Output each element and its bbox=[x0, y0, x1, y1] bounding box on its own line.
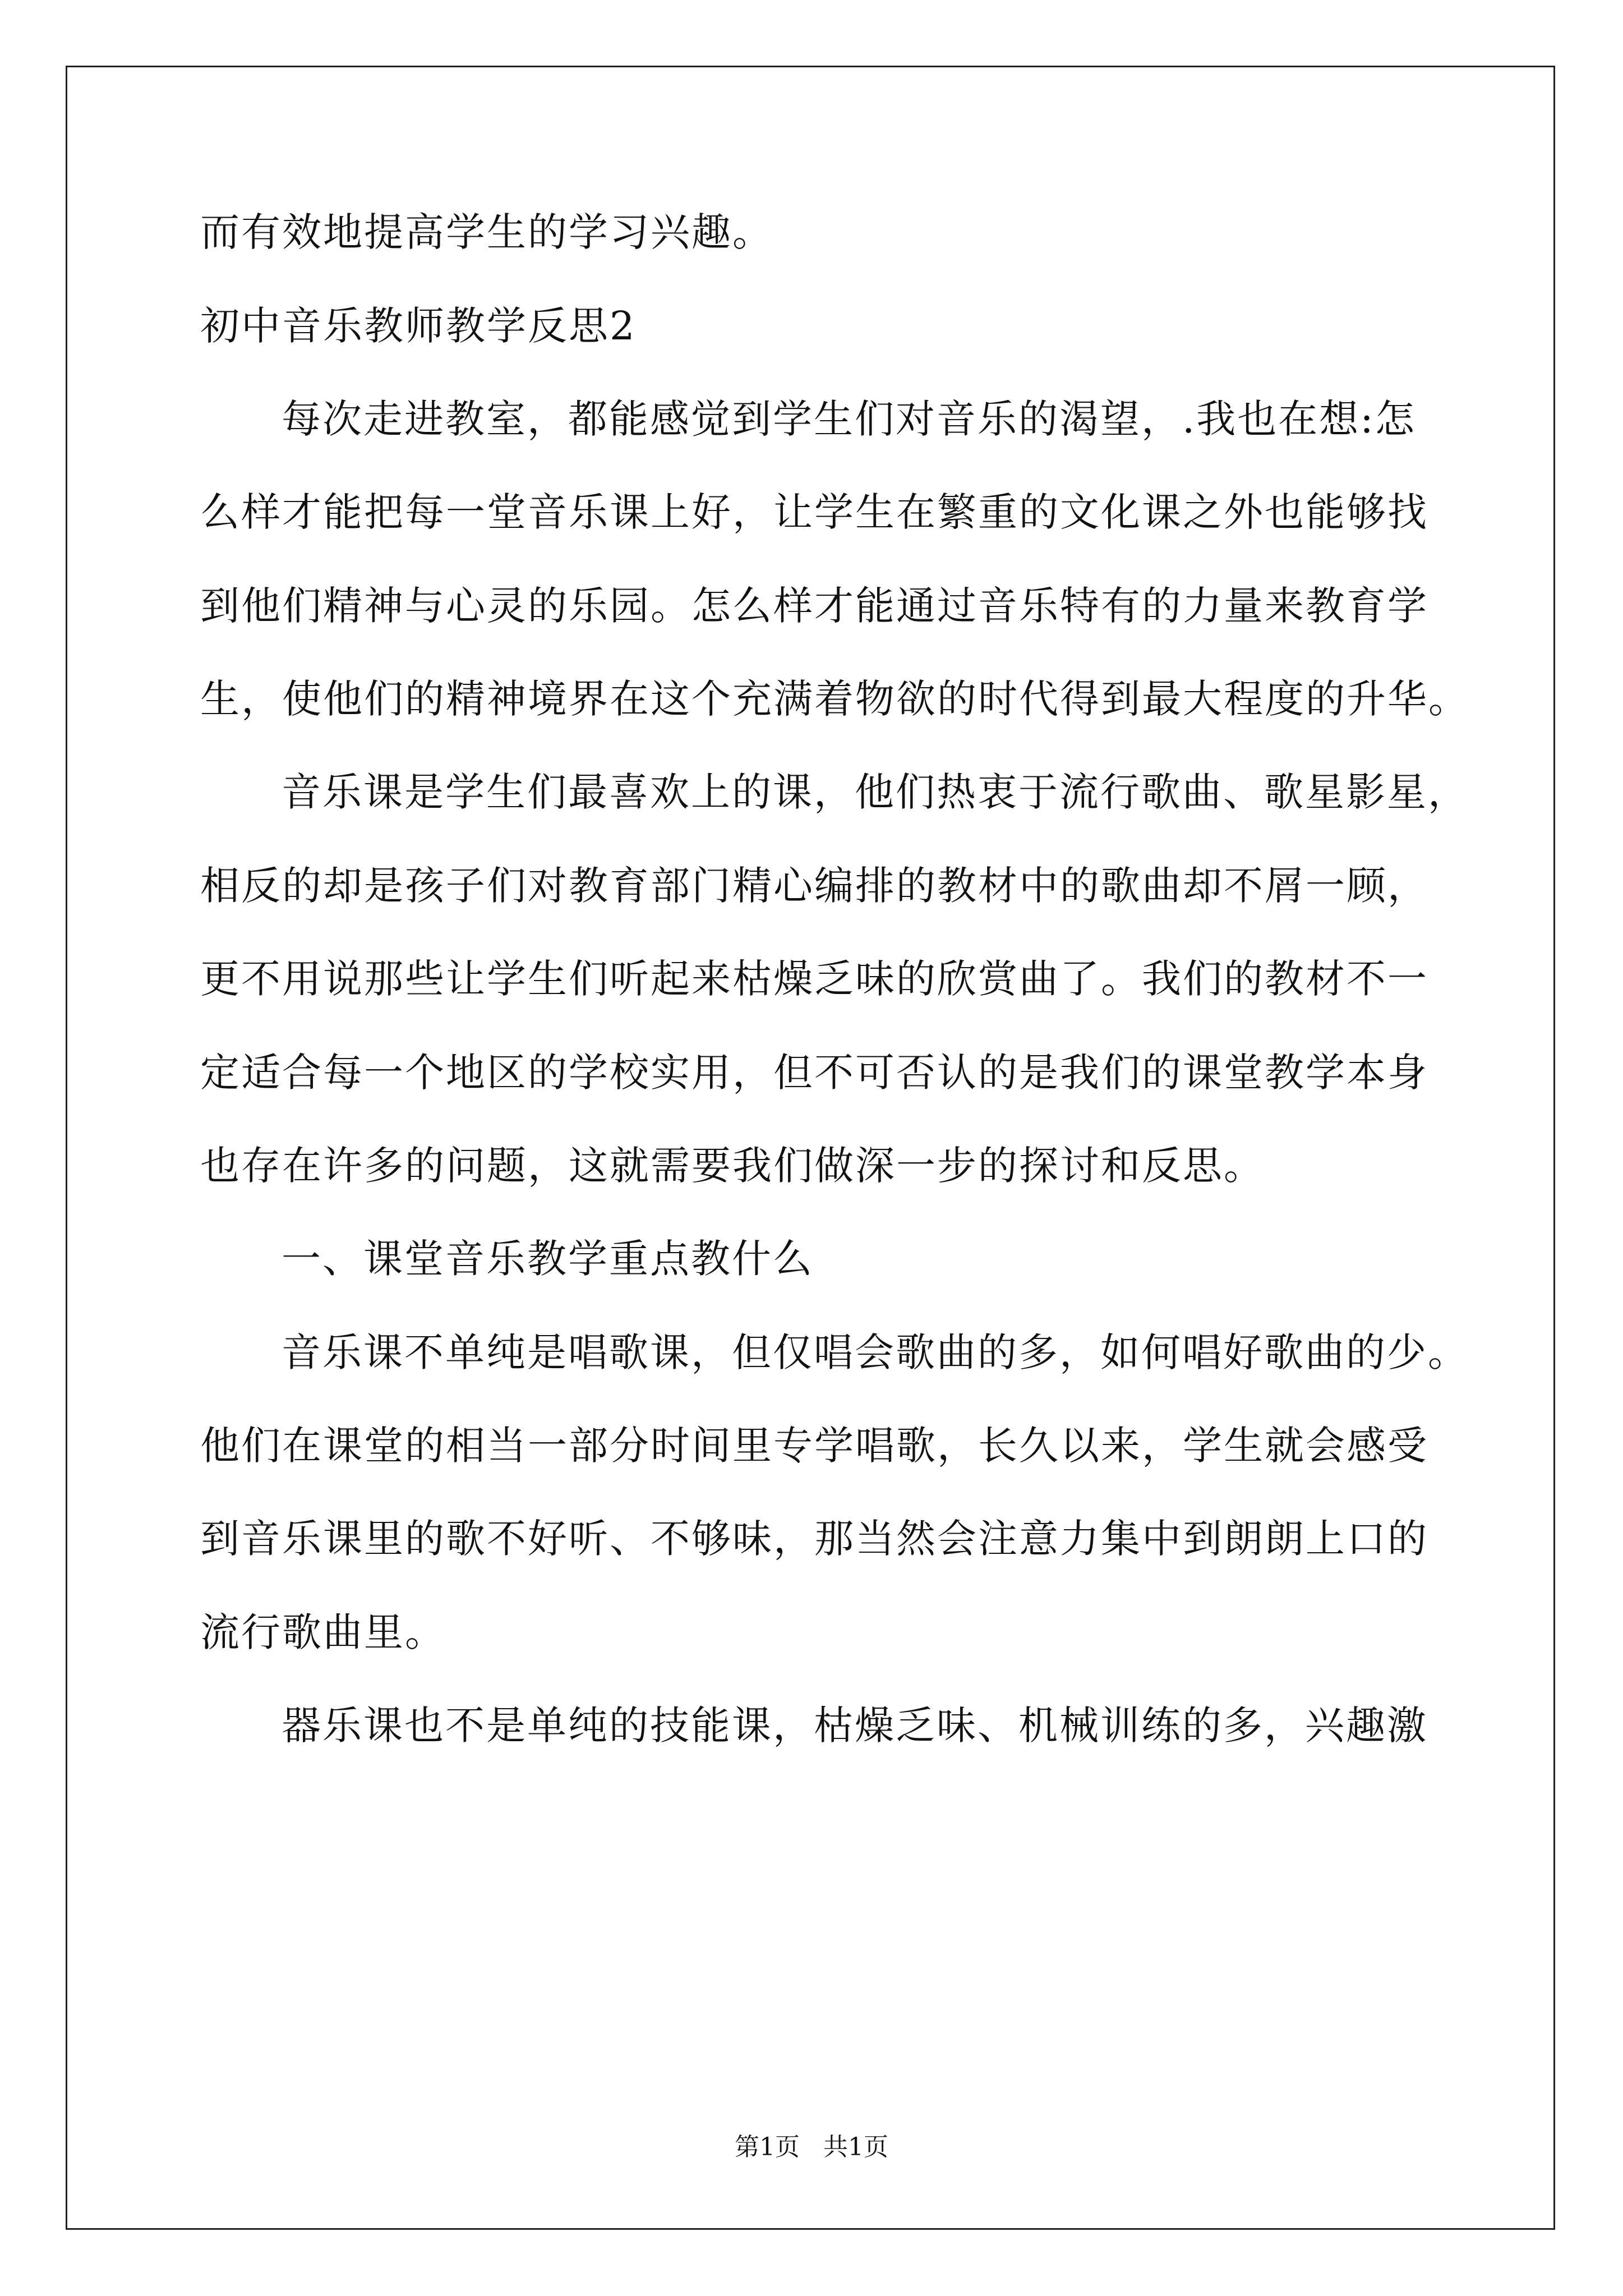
body-line-16: 流行歌曲里。 bbox=[200, 1609, 446, 1655]
body-line-1: 而有效地提高学生的学习兴趣。 bbox=[200, 209, 773, 255]
body-line-7: 音乐课是学生们最喜欢上的课，他们热衷于流行歌曲、歌星影星， bbox=[282, 769, 1469, 815]
body-line-4: 么样才能把每一堂音乐课上好，让学生在繁重的文化课之外也能够找 bbox=[200, 489, 1428, 535]
section-title: 初中音乐教师教学反思2 bbox=[200, 303, 637, 349]
page-footer: 第1页 共1页 bbox=[735, 2133, 888, 2161]
body-line-15: 到音乐课里的歌不好听、不够味，那当然会注意力集中到朗朗上口的 bbox=[200, 1516, 1428, 1562]
body-line-9: 更不用说那些让学生们听起来枯燥乏味的欣赏曲了。我们的教材不一 bbox=[200, 956, 1428, 1002]
subsection-heading: 一、课堂音乐教学重点教什么 bbox=[282, 1236, 814, 1282]
body-line-17: 器乐课也不是单纯的技能课，枯燥乏味、机械训练的多，兴趣激 bbox=[282, 1703, 1428, 1749]
body-line-3: 每次走进教室，都能感觉到学生们对音乐的渴望，.我也在想:怎 bbox=[282, 396, 1416, 442]
body-line-11: 也存在许多的问题，这就需要我们做深一步的探讨和反思。 bbox=[200, 1143, 1265, 1189]
body-line-8: 相反的却是孩子们对教育部门精心编排的教材中的歌曲却不屑一顾， bbox=[200, 863, 1428, 909]
body-line-13: 音乐课不单纯是唱歌课，但仅唱会歌曲的多，如何唱好歌曲的少。 bbox=[282, 1329, 1469, 1375]
body-line-14: 他们在课堂的相当一部分时间里专学唱歌，长久以来，学生就会感受 bbox=[200, 1423, 1428, 1469]
body-line-6: 生，使他们的精神境界在这个充满着物欲的时代得到最大程度的升华。 bbox=[200, 676, 1469, 722]
body-line-5: 到他们精神与心灵的乐园。怎么样才能通过音乐特有的力量来教育学 bbox=[200, 583, 1428, 629]
body-line-10: 定适合每一个地区的学校实用，但不可否认的是我们的课堂教学本身 bbox=[200, 1050, 1428, 1096]
